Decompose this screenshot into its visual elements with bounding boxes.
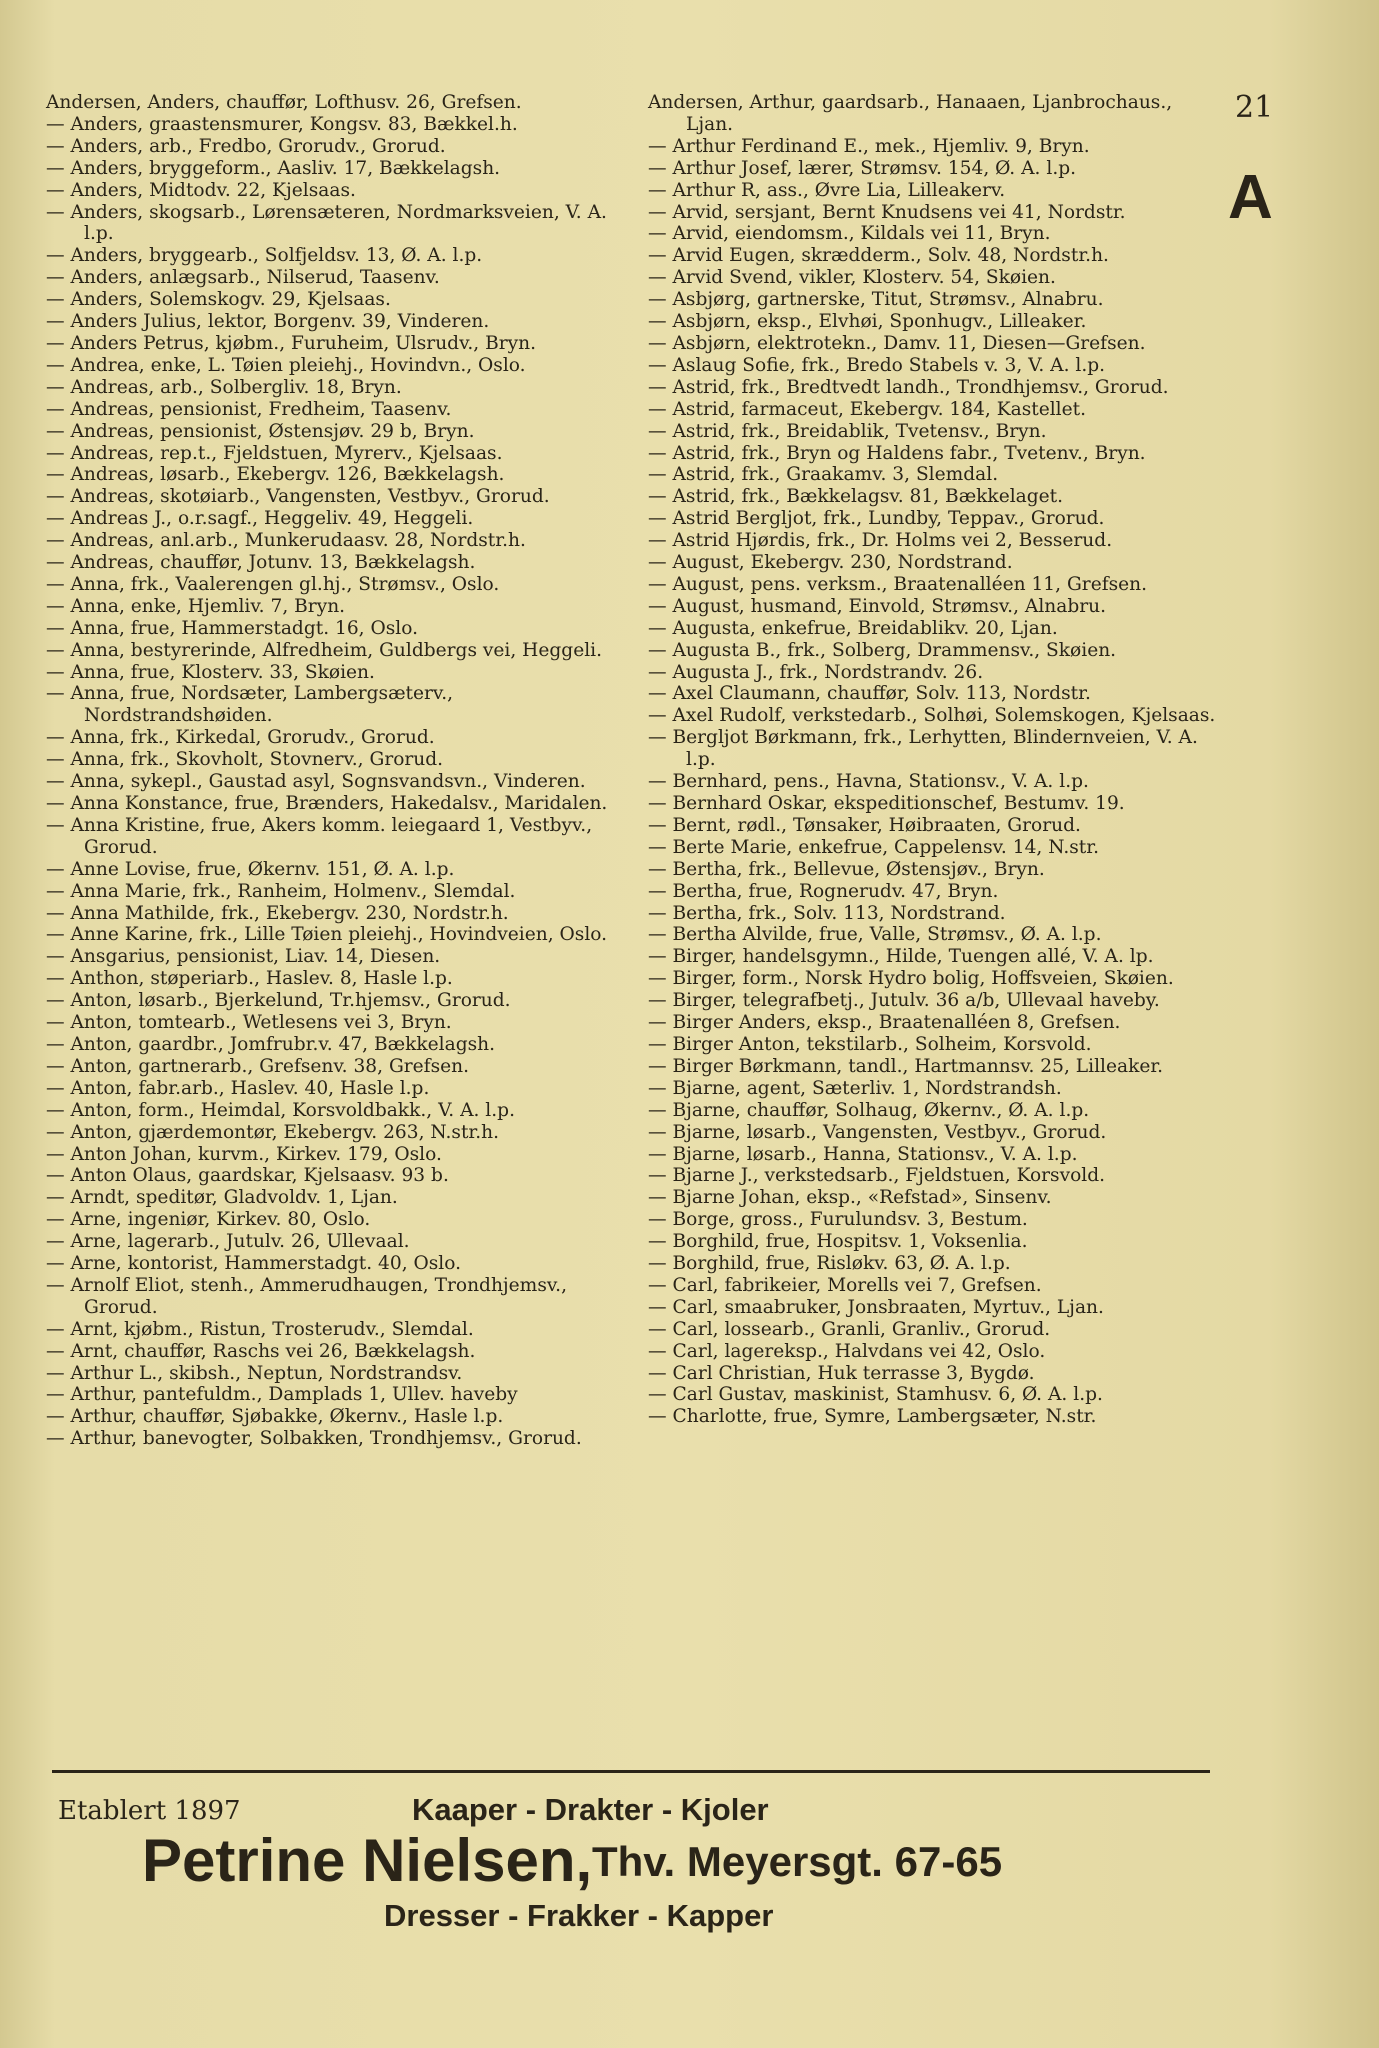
directory-entry: — Carl, lagereksp., Halvdans vei 42, Oslo.	[648, 1340, 1046, 1362]
directory-entry: — Birger Børkmann, tandl., Hartmannsv. 25, Lilleaker.	[648, 1055, 1164, 1077]
directory-entry: — Astrid, frk., Breidablik, Tvetensv., Bryn.	[648, 420, 1047, 442]
directory-entry: — Asbjørg, gartnerske, Titut, Strømsv., Alnabru.	[648, 289, 1104, 311]
directory-entry: — Birger Anton, tekstilarb., Solheim, Korsvold.	[648, 1033, 1092, 1055]
directory-entry: — Arnolf Eliot, stenh., Ammerudhaugen, Trondhjemsv., Grorud.	[46, 1274, 567, 1318]
directory-entry: — Andreas, pensionist, Østensjøv. 29 b, Bryn.	[46, 420, 475, 442]
directory-entry: — Birger, handelsgymn., Hilde, Tuengen allé, V. A. lp.	[648, 946, 1154, 968]
directory-entry: — Arthur, pantefuldm., Damplads 1, Ullev. haveby	[46, 1384, 518, 1406]
directory-entry: — Anna, enke, Hjemliv. 7, Bryn.	[46, 595, 346, 617]
page-number: 21	[1235, 90, 1274, 125]
directory-entry: — Arndt, speditør, Gladvoldv. 1, Ljan.	[46, 1187, 398, 1209]
directory-entry: — Asbjørn, elektrotekn., Damv. 11, Diesen—Grefsen.	[648, 332, 1146, 354]
directory-entry: — Arvid Svend, vikler, Klosterv. 54, Skøien.	[648, 267, 1056, 289]
directory-entry: — Bjarne, agent, Sæterliv. 1, Nordstrandsh.	[648, 1077, 1062, 1099]
directory-entry: — Bergljot Børkmann, frk., Lerhytten, Blindernveien, V. A. l.p.	[648, 727, 1198, 771]
directory-entry: — Anna, frue, Nordsæter, Lambergsæterv., Nordstrandshøiden.	[46, 683, 454, 727]
directory-entry: — Anders, graastensmurer, Kongsv. 83, Bækkel.h.	[46, 113, 518, 135]
directory-entry: — Anton, gaardbr., Jomfrubr.v. 47, Bækkelagsh.	[46, 1033, 496, 1055]
ad-company-name: Petrine Nielsen,	[142, 1827, 593, 1894]
directory-entry: — Carl Christian, Huk terrasse 3, Bygdø.	[648, 1362, 1035, 1384]
directory-entry: — Anna Marie, frk., Ranheim, Holmenv., Slemdal.	[46, 880, 516, 902]
advertisement	[52, 1778, 1212, 1933]
directory-entry: — Anton, gjærdemontør, Ekebergv. 263, N.str.h.	[46, 1121, 500, 1143]
directory-entry: — Arthur R, ass., Øvre Lia, Lilleakerv.	[648, 179, 1006, 201]
directory-entry: — Anders, Midtodv. 22, Kjelsaas.	[46, 179, 356, 201]
directory-entry: — Anton Olaus, gaardskar, Kjelsaasv. 93 b.	[46, 1165, 449, 1187]
directory-entry: — Andreas, arb., Solbergliv. 18, Bryn.	[46, 376, 402, 398]
directory-entry: — Anton, form., Heimdal, Korsvoldbakk., V. A. l.p.	[46, 1099, 515, 1121]
directory-entry: — Anna, bestyrerinde, Alfredheim, Guldbergs vei, Heggeli.	[46, 639, 603, 661]
directory-entry: — Birger Anders, eksp., Braatenalléen 8, Grefsen.	[648, 1012, 1121, 1034]
directory-entry: — Anton Johan, kurvm., Kirkev. 179, Oslo.	[46, 1143, 442, 1165]
section-letter: A	[1228, 163, 1273, 232]
directory-entry: — Anton, gartnerarb., Grefsenv. 38, Grefsen.	[46, 1055, 469, 1077]
directory-entry: — Augusta, enkefrue, Breidablikv. 20, Ljan.	[648, 617, 1058, 639]
directory-entry: — Arvid, sersjant, Bernt Knudsens vei 41, Nordstr.	[648, 201, 1126, 223]
directory-entry: — Anna, frk., Vaalerengen gl.hj., Strømsv., Oslo.	[46, 573, 500, 595]
directory-entry: — Andrea, enke, L. Tøien pleiehj., Hovindvn., Oslo.	[46, 354, 526, 376]
directory-entry: — Arvid, eiendomsm., Kildals vei 11, Bryn.	[648, 223, 1051, 245]
directory-entry: — Borghild, frue, Hospitsv. 1, Voksenlia.	[648, 1231, 1028, 1253]
directory-entry: — Arthur, banevogter, Solbakken, Trondhjemsv., Grorud.	[46, 1428, 582, 1450]
directory-entry: — Borge, gross., Furulundsv. 3, Bestum.	[648, 1209, 1028, 1231]
directory-entry: — Bjarne J., verkstedsarb., Fjeldstuen, Korsvold.	[648, 1165, 1106, 1187]
directory-entry: — Andreas J., o.r.sagf., Heggeliv. 49, Heggeli.	[46, 508, 474, 530]
directory-entry: — Arvid Eugen, skrædderm., Solv. 48, Nordstr.h.	[648, 245, 1109, 267]
ad-address: Thv. Meyersgt. 67-65	[592, 1838, 1003, 1885]
directory-entry: — Anders, anlægsarb., Nilserud, Taasenv.	[46, 267, 440, 289]
directory-entry: — Astrid, frk., Bredtvedt landh., Trondhjemsv., Grorud.	[648, 376, 1169, 398]
directory-entry: — August, husmand, Einvold, Strømsv., Alnabru.	[648, 595, 1106, 617]
directory-entry: — Anders Julius, lektor, Borgenv. 39, Vinderen.	[46, 311, 490, 333]
directory-entry: — Andreas, rep.t., Fjeldstuen, Myrerv., Kjelsaas.	[46, 442, 503, 464]
directory-entry: — Bjarne, løsarb., Hanna, Stationsv., V. A. l.p.	[648, 1143, 1078, 1165]
directory-entry: — Anna, sykepl., Gaustad asyl, Sognsvandsvn., Vinderen.	[46, 771, 586, 793]
directory-entry: — Bertha Alvilde, frue, Valle, Strømsv., Ø. A. l.p.	[648, 924, 1102, 946]
directory-entry: — Andreas, løsarb., Ekebergv. 126, Bækkelagsh.	[46, 464, 505, 486]
directory-entry: — Anders, bryggearb., Solfjeldsv. 13, Ø. A. l.p.	[46, 245, 483, 267]
directory-entry: — Bjarne, chauffør, Solhaug, Økernv., Ø. A. l.p.	[648, 1099, 1090, 1121]
directory-entry: — Anders, arb., Fredbo, Grorudv., Grorud.	[46, 135, 446, 157]
directory-entry: — Bertha, frue, Rognerudv. 47, Bryn.	[648, 880, 999, 902]
divider-rule	[52, 1770, 1210, 1773]
directory-entry: — Birger, telegrafbetj., Jutulv. 36 a/b, Ullevaal haveby.	[648, 990, 1160, 1012]
directory-entry: — Anne Lovise, frue, Økernv. 151, Ø. A. l.p.	[46, 858, 455, 880]
left-column	[46, 92, 616, 1450]
directory-entry: — Arthur Josef, lærer, Strømsv. 154, Ø. A. l.p.	[648, 157, 1077, 179]
directory-entry: — Anna Konstance, frue, Brænders, Hakedalsv., Maridalen.	[46, 793, 608, 814]
directory-entry: — Andreas, chauffør, Jotunv. 13, Bækkelagsh.	[46, 552, 476, 574]
directory-entry: — Anthon, støperiarb., Haslev. 8, Hasle l.p.	[46, 968, 453, 990]
directory-entry: — Arthur L., skibsh., Neptun, Nordstrandsv.	[46, 1362, 463, 1384]
directory-entry: — Anna Mathilde, frk., Ekebergv. 230, Nordstr.h.	[46, 902, 509, 924]
directory-entry: — Andreas, pensionist, Fredheim, Taasenv.	[46, 398, 452, 420]
directory-entry: — Bertha, frk., Bellevue, Østensjøv., Bryn.	[648, 858, 1045, 880]
directory-entry: — Arne, ingeniør, Kirkev. 80, Oslo.	[46, 1209, 371, 1231]
directory-entry: — Arnt, chauffør, Raschs vei 26, Bækkelagsh.	[46, 1340, 476, 1362]
directory-entry: — Carl, fabrikeier, Morells vei 7, Grefsen.	[648, 1274, 1042, 1296]
ad-top-line: Kaaper - Drakter - Kjoler	[412, 1792, 769, 1827]
directory-entry: — Anna Kristine, frue, Akers komm. leiegaard 1, Vestbyv., Grorud.	[46, 814, 593, 858]
directory-entry: — Ansgarius, pensionist, Liav. 14, Diesen.	[46, 946, 441, 968]
directory-entry: — Anders Petrus, kjøbm., Furuheim, Ulsrudv., Bryn.	[46, 332, 537, 354]
directory-entry: — Axel Rudolf, verkstedarb., Solhøi, Solemskogen, Kjelsaas.	[648, 705, 1216, 727]
right-column	[648, 92, 1218, 1428]
directory-entry: — Anna, frue, Hammerstadgt. 16, Oslo.	[46, 617, 419, 639]
directory-entry: — Bertha, frk., Solv. 113, Nordstrand.	[648, 902, 1006, 924]
directory-entry: — August, Ekebergv. 230, Nordstrand.	[648, 552, 1013, 574]
directory-entry: — Birger, form., Norsk Hydro bolig, Hoffsveien, Skøien.	[648, 968, 1174, 990]
directory-entry: — Astrid, frk., Bækkelagsv. 81, Bækkelaget.	[648, 486, 1064, 508]
directory-entry: — Aslaug Sofie, frk., Bredo Stabels v. 3, V. A. l.p.	[648, 354, 1106, 376]
ad-established: Etablert 1897	[58, 1796, 241, 1826]
directory-entry: — Anton, tomtearb., Wetlesens vei 3, Bryn.	[46, 1012, 452, 1034]
directory-entry: — Bernhard Oskar, ekspeditionschef, Bestumv. 19.	[648, 793, 1125, 814]
directory-entry: — Astrid, farmaceut, Ekebergv. 184, Kastellet.	[648, 398, 1087, 420]
directory-entry: — Bjarne Johan, eksp., «Refstad», Sinsenv.	[648, 1187, 1052, 1209]
directory-entry: — Arne, lagerarb., Jutulv. 26, Ullevaal.	[46, 1231, 410, 1253]
directory-entry: — Bernhard, pens., Havna, Stationsv., V. A. l.p.	[648, 771, 1089, 793]
directory-entry: — Arthur Ferdinand E., mek., Hjemliv. 9, Bryn.	[648, 135, 1090, 157]
directory-entry: — Andreas, skotøiarb., Vangensten, Vestbyv., Grorud.	[46, 486, 550, 508]
directory-entry: — Astrid Bergljot, frk., Lundby, Teppav., Grorud.	[648, 508, 1105, 530]
directory-entry: — Asbjørn, eksp., Elvhøi, Sponhugv., Lilleaker.	[648, 311, 1087, 333]
directory-entry: — Bjarne, løsarb., Vangensten, Vestbyv., Grorud.	[648, 1121, 1107, 1143]
directory-entry: — Anton, løsarb., Bjerkelund, Tr.hjemsv., Grorud.	[46, 990, 511, 1012]
directory-entry: — Andreas, anl.arb., Munkerudaasv. 28, Nordstr.h.	[46, 530, 526, 552]
directory-entry: — Berte Marie, enkefrue, Cappelensv. 14, N.str.	[648, 836, 1099, 858]
directory-entry: — Carl Gustav, maskinist, Stamhusv. 6, Ø. A. l.p.	[648, 1384, 1103, 1406]
directory-entry: — Charlotte, frue, Symre, Lambergsæter, N.str.	[648, 1406, 1097, 1428]
directory-entry: — Axel Claumann, chauffør, Solv. 113, Nordstr.	[648, 683, 1091, 705]
directory-entry: — Bernt, rødl., Tønsaker, Høibraaten, Grorud.	[648, 814, 1081, 836]
directory-entry: Andersen, Arthur, gaardsarb., Hanaaen, Ljanbrochaus., Ljan.	[648, 92, 1173, 135]
directory-entry: — Anton, fabr.arb., Haslev. 40, Hasle l.p.	[46, 1077, 430, 1099]
directory-entry: — Anne Karine, frk., Lille Tøien pleiehj., Hovindveien, Oslo.	[46, 924, 608, 946]
directory-entry: — Astrid, frk., Bryn og Haldens fabr., Tvetenv., Bryn.	[648, 442, 1146, 464]
directory-entry: — Anders, Solemskogv. 29, Kjelsaas.	[46, 289, 391, 311]
directory-entry: — Arthur, chauffør, Sjøbakke, Økernv., Hasle l.p.	[46, 1406, 504, 1428]
directory-entry: — Astrid, frk., Graakamv. 3, Slemdal.	[648, 464, 999, 486]
directory-entry: — Augusta B., frk., Solberg, Drammensv., Skøien.	[648, 639, 1117, 661]
directory-entry: — August, pens. verksm., Braatenalléen 11, Grefsen.	[648, 573, 1148, 595]
directory-entry: — Borghild, frue, Risløkv. 63, Ø. A. l.p.	[648, 1253, 1011, 1275]
directory-entry: — Arne, kontorist, Hammerstadgt. 40, Oslo.	[46, 1253, 462, 1275]
directory-entry: — Anders, bryggeform., Aasliv. 17, Bækkelagsh.	[46, 157, 501, 179]
directory-entry: — Anna, frk., Skovholt, Stovnerv., Grorud.	[46, 749, 444, 771]
directory-entry: Andersen, Anders, chauffør, Lofthusv. 26, Grefsen.	[46, 92, 522, 113]
directory-entry: — Anna, frue, Klosterv. 33, Skøien.	[46, 661, 375, 683]
directory-entry: — Anders, skogsarb., Lørensæteren, Nordmarksveien, V. A. l.p.	[46, 201, 607, 245]
ad-bottom-line: Dresser - Frakker - Kapper	[384, 1898, 774, 1933]
directory-entry: — Carl, lossearb., Granli, Granliv., Grorud.	[648, 1318, 1051, 1340]
directory-entry: — Astrid Hjørdis, frk., Dr. Holms vei 2, Besserud.	[648, 530, 1113, 552]
directory-entry: — Augusta J., frk., Nordstrandv. 26.	[648, 661, 984, 683]
directory-entry: — Arnt, kjøbm., Ristun, Trosterudv., Slemdal.	[46, 1318, 474, 1340]
directory-entry: — Anna, frk., Kirkedal, Grorudv., Grorud.	[46, 727, 435, 749]
directory-entry: — Carl, smaabruker, Jonsbraaten, Myrtuv., Ljan.	[648, 1296, 1104, 1318]
